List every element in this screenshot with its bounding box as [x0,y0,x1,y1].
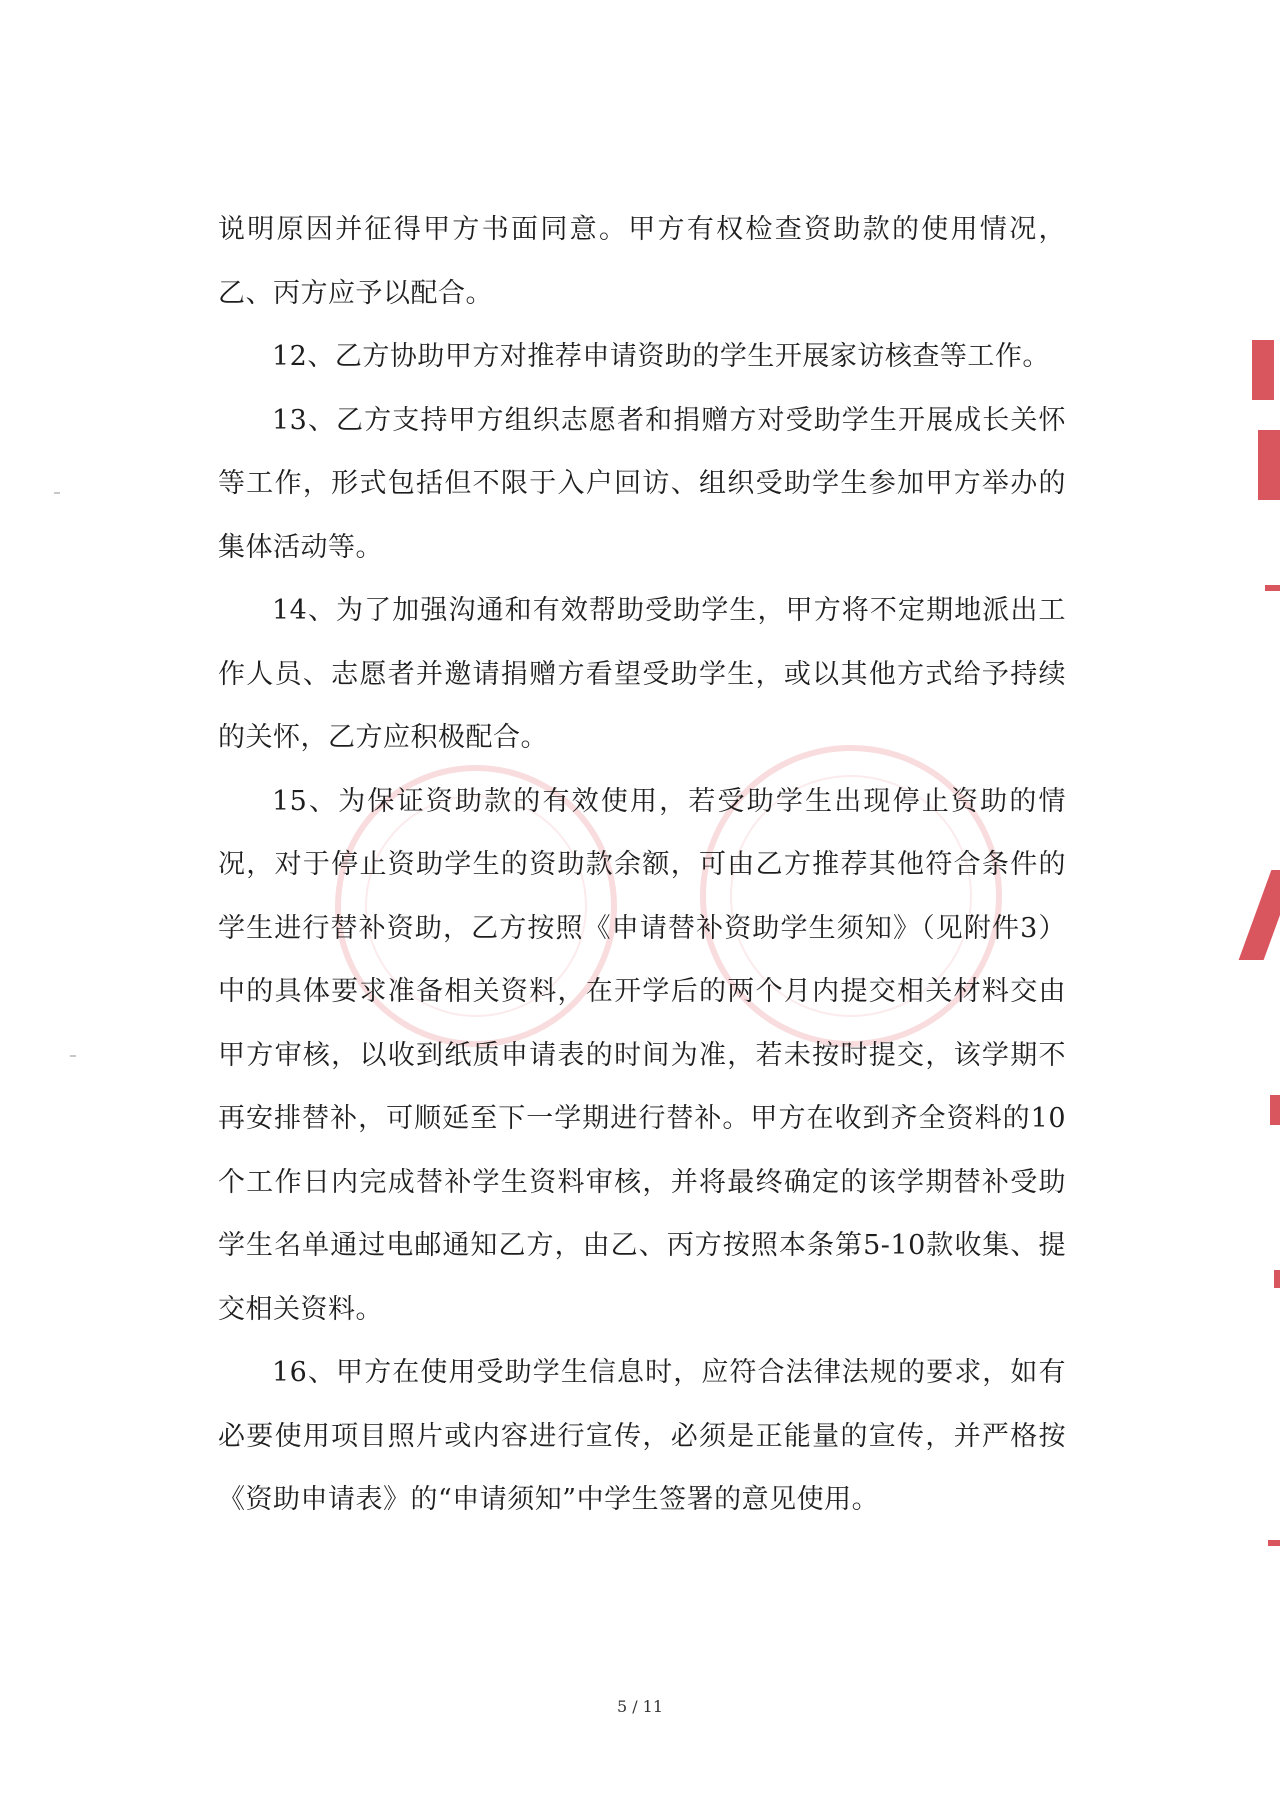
paragraph-continuation: 说明原因并征得甲方书面同意。甲方有权检查资助款的使用情况，乙、丙方应予以配合。 [218,214,1066,309]
paragraph-item-14: 14、为了加强沟通和有效帮助受助学生，甲方将不定期地派出工作人员、志愿者并邀请捐赠方看望受助学生，或以其他方式给予持续的关怀，乙方应积极配合。 [218,595,1066,753]
paragraph-item-16: 16、甲方在使用受助学生信息时，应符合法律法规的要求，如有必要使用项目照片或内容进行宣传，必须是正能量的宣传，并严格按《资助申请表》的“申请须知”中学生签署的意见使用。 [218,1357,1066,1515]
paragraph-item-13: 13、乙方支持甲方组织志愿者和捐赠方对受助学生开展成长关怀等工作，形式包括但不限于入户回访、组织受助学生参加甲方举办的集体活动等。 [218,404,1066,563]
page-seal-fragment [1239,870,1280,960]
page-seal-fragment [1270,1095,1280,1125]
page-seal-fragment [1252,340,1274,400]
page-number: 5 / 11 [616,1697,664,1716]
body-text [218,198,1066,1532]
page-seal-fragment [1258,430,1280,500]
scan-speck [70,1055,76,1057]
page-seal-fragment [1265,585,1280,591]
paragraph-item-15: 15、为保证资助款的有效使用，若受助学生出现停止资助的情况，对于停止资助学生的资助款余额，可由乙方推荐其他符合条件的学生进行替补资助，乙方按照《申请替补资助学生须知》（见附件3）中的具体要求准备相关资料，在开学后的两个月内提交相关材料交由甲方审核，以收到纸质申请表的时间为准，若未按时提交，该学期不再安排替补，可顺延至下一学期进行替补。甲方在收到齐全资料的10个工作日内完成替补学生资料审核，并将最终确定的该学期替补受助学生名单通过电邮通知乙方，由乙、丙方按照本条第5-10款收集、提交相关资料。 [218,785,1066,1325]
page-seal-fragment [1274,1270,1280,1288]
page-seal-fragment [1268,1540,1280,1546]
scan-speck [54,492,60,494]
paragraph-item-12: 12、乙方协助甲方对推荐申请资助的学生开展家访核查等工作。 [272,341,1050,372]
